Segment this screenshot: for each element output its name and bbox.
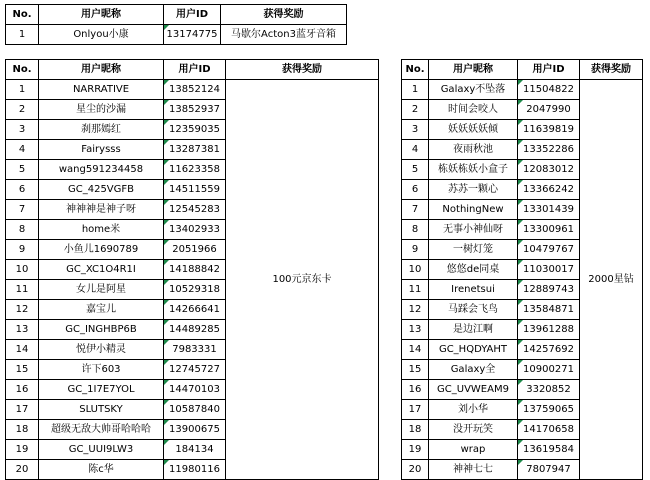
row-user-id: 11030017 [518,260,580,280]
row-nickname: GC_HQDYAHT [429,340,518,360]
table-header-row [6,60,379,80]
row-nickname: 妖妖妖妖倾 [429,120,518,140]
row-nickname: GC_425VGFB [39,180,164,200]
row-no: 13 [402,320,429,340]
row-user-id: 11504822 [518,80,580,100]
row-user-id: 13900675 [164,420,226,440]
row-no: 10 [6,260,39,280]
row-no: 5 [402,160,429,180]
row-nickname: NARRATIVE [39,80,164,100]
row-nickname: 许下603 [39,360,164,380]
row-no: 5 [6,160,39,180]
row-nickname: 超级无敌大帅哥哈哈哈 [39,420,164,440]
award-cell: 2000星钻 [580,80,643,480]
row-no: 12 [6,300,39,320]
row-user-id: 12083012 [518,160,580,180]
header-award: 获得奖励 [221,5,347,25]
row-nickname: 栋妖栋妖小盒子 [429,160,518,180]
row-user-id: 2051966 [164,240,226,260]
row-no: 14 [6,340,39,360]
row-no: 1 [6,80,39,100]
row-nickname: GC_UVWEAM9 [429,380,518,400]
row-no: 20 [402,460,429,480]
row-no: 6 [6,180,39,200]
row-nickname: SLUTSKY [39,400,164,420]
row-user-id: 13619584 [518,440,580,460]
row-no: 17 [6,400,39,420]
row-no: 7 [402,200,429,220]
row-no: 4 [6,140,39,160]
row-nickname: 夜雨秋池 [429,140,518,160]
row-user-id: 14489285 [164,320,226,340]
row-user-id: 10479767 [518,240,580,260]
row-nickname: wrap [429,440,518,460]
row-user-id: 7983331 [164,340,226,360]
row-user-id: 12745727 [164,360,226,380]
row-nickname: 刘小华 [429,400,518,420]
row-user-id: 13759065 [518,400,580,420]
row-user-id: 2047990 [518,100,580,120]
row-user-id: 12889743 [518,280,580,300]
row-no: 3 [402,120,429,140]
row-no: 3 [6,120,39,140]
row-nickname: Galaxy全 [429,360,518,380]
row-no: 2 [6,100,39,120]
row-no: 18 [6,420,39,440]
row-user-id: 10587840 [164,400,226,420]
row-no: 19 [6,440,39,460]
row-nickname: home米 [39,220,164,240]
row-nickname: wang591234458 [39,160,164,180]
row-no: 16 [402,380,429,400]
table-row [402,80,643,100]
row-nickname: 星尘的沙漏 [39,100,164,120]
star-diamond-winners-table [401,59,643,480]
row-user-id: 10900271 [518,360,580,380]
row-user-id: 13300961 [518,220,580,240]
row-no: 13 [6,320,39,340]
row-user-id: 11980116 [164,460,226,480]
row-user-id: 11639819 [518,120,580,140]
row-no: 10 [402,260,429,280]
row-no: 20 [6,460,39,480]
row-user-id: 14266641 [164,300,226,320]
row-nickname: 小鱼儿1690789 [39,240,164,260]
row-user-id: 13584871 [518,300,580,320]
row-nickname: GC_INGHBP6B [39,320,164,340]
header-user-id: 用户ID [164,60,226,80]
header-nickname: 用户昵称 [39,5,164,25]
row-nickname: 刹那嫣红 [39,120,164,140]
row-no: 14 [402,340,429,360]
row-user-id: 11623358 [164,160,226,180]
row-nickname: 神神神是神子呀 [39,200,164,220]
table-header-row [6,5,347,25]
row-no: 12 [402,300,429,320]
row-nickname: GC_UUI9LW3 [39,440,164,460]
row-nickname: 嘉宝儿 [39,300,164,320]
row-user-id: 12545283 [164,200,226,220]
header-no: No. [402,60,429,80]
row-no: 7 [6,200,39,220]
row-no: 15 [402,360,429,380]
row-no: 16 [6,380,39,400]
header-no: No. [6,60,39,80]
jd-card-winners-table [5,59,379,480]
row-user-id: 3320852 [518,380,580,400]
header-user-id: 用户ID [518,60,580,80]
row-no: 9 [402,240,429,260]
row-nickname: 时间会咬人 [429,100,518,120]
row-nickname: 女儿是阿星 [39,280,164,300]
header-award: 获得奖励 [226,60,379,80]
header-user-id: 用户ID [164,5,221,25]
row-nickname: 悦伊小精灵 [39,340,164,360]
row-user-id: 13287381 [164,140,226,160]
row-user-id: 14511559 [164,180,226,200]
row-no: 6 [402,180,429,200]
row-no: 15 [6,360,39,380]
award-cell: 100元京东卡 [226,80,379,480]
header-no: No. [6,5,39,25]
row-no: 2 [402,100,429,120]
row-user-id: 13852937 [164,100,226,120]
row-user-id: 14257692 [518,340,580,360]
row-no: 1 [402,80,429,100]
row-nickname: GC_XC1O4R1I [39,260,164,280]
row-user-id: 13852124 [164,80,226,100]
row-no: 1 [6,25,39,45]
row-nickname: Irenetsui [429,280,518,300]
header-award: 获得奖励 [580,60,643,80]
grand-prize-table [5,4,347,45]
row-no: 11 [402,280,429,300]
row-award: 马歇尔Acton3蓝牙音箱 [221,25,347,45]
row-nickname: 神神七七 [429,460,518,480]
row-no: 11 [6,280,39,300]
row-nickname: Fairysss [39,140,164,160]
row-no: 4 [402,140,429,160]
row-nickname: 陈c华 [39,460,164,480]
row-no: 8 [6,220,39,240]
row-no: 17 [402,400,429,420]
row-user-id: 13301439 [518,200,580,220]
row-user-id: 13352286 [518,140,580,160]
row-no: 8 [402,220,429,240]
row-user-id: 14170658 [518,420,580,440]
row-no: 18 [402,420,429,440]
row-user-id: 13402933 [164,220,226,240]
row-nickname: 一树灯笼 [429,240,518,260]
row-nickname: 无事小神仙呀 [429,220,518,240]
row-nickname: Onlyou小康 [39,25,164,45]
row-nickname: 悠悠de同桌 [429,260,518,280]
row-user-id: 12359035 [164,120,226,140]
row-user-id: 14470103 [164,380,226,400]
table-row [6,80,379,100]
row-user-id: 184134 [164,440,226,460]
row-user-id: 14188842 [164,260,226,280]
header-nickname: 用户昵称 [39,60,164,80]
row-user-id: 13961288 [518,320,580,340]
row-nickname: 是边江啊 [429,320,518,340]
table-header-row [402,60,643,80]
row-nickname: 苏苏一颗心 [429,180,518,200]
row-user-id: 13366242 [518,180,580,200]
row-nickname: 没开玩笑 [429,420,518,440]
table-row [6,25,347,45]
header-nickname: 用户昵称 [429,60,518,80]
row-user-id: 7807947 [518,460,580,480]
row-nickname: NothingNew [429,200,518,220]
row-no: 19 [402,440,429,460]
row-nickname: GC_1I7E7YOL [39,380,164,400]
row-user-id: 13174775 [164,25,221,45]
row-no: 9 [6,240,39,260]
row-nickname: Galaxy不坠落 [429,80,518,100]
row-nickname: 马踩会飞鸟 [429,300,518,320]
row-user-id: 10529318 [164,280,226,300]
